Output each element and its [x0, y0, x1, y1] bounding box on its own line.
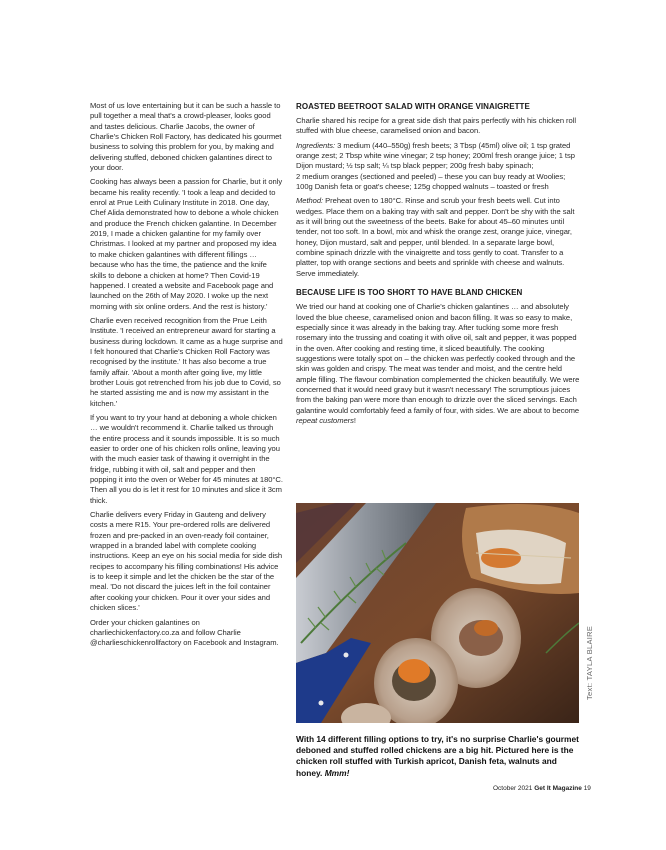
- body-paragraph: Charlie delivers every Friday in Gauteng and delivery costs a mere R15. Your pre-ordered rolls are delivered frozen and pre-packed in an oven-ready foil container, wrapped in a branded label with complete cooking instructions. Keep an eye on his social media for side dish recipes to accompany his filling combinations! His advice is to keep it simple and let the chicken be the star of the meal. 'Do not discard the juices left in the foil container after cooking your chicken. Pour it over your sides and chicken slices.': [90, 510, 283, 613]
- ingredients-list: 3 medium (440–550g) fresh beets; 3 Tbsp (45ml) olive oil; 1 tsp grated orange zest; 2 Tbsp white wine vinegar; 2 tsp honey; 200ml fresh orange juice; 1 tsp Dijon mustard; ½ tsp salt; ¼ tsp black pepper; 200g fresh baby spinach;: [296, 140, 575, 171]
- photo-caption: [296, 734, 581, 779]
- recipe-ingredients: [296, 141, 580, 172]
- review-heading: BECAUSE LIFE IS TOO SHORT TO HAVE BLAND CHICKEN: [296, 288, 523, 298]
- food-photo: [296, 503, 579, 723]
- ingredients-label: Ingredients:: [296, 140, 336, 150]
- body-paragraph: Charlie even received recognition from the Prue Leith Institute. 'I received an entrepreneur award for starting a business during lockdown. It came as a huge surprise and I felt honoured that Charlie's Chicken Roll Factory was recognised by the institute.' It has also become a true family affair. 'About a month after going live, my little brother Louis got retrenched from his job due to Covid, so he started assisting me and is now my assistant in the kitchen.': [90, 315, 283, 408]
- page-folio: [493, 785, 591, 792]
- left-column: [90, 101, 284, 653]
- review-emphasis: repeat customers: [296, 415, 354, 425]
- caption-text: With 14 different filling options to try, it's no surprise Charlie's gourmet deboned and stuffed rolled chickens are a big hit. Pictured here is the chicken roll stuffed with Turkish apricot, Danish feta, walnuts and honey.: [296, 734, 579, 778]
- author-credit: Text: TAYLA BLAIRE: [585, 625, 594, 700]
- body-paragraph: Cooking has always been a passion for Charlie, but it only became his reality recently. 'I took a leap and decided to enrol at Prue Leith Culinary Institute in 2018. One day, Chef Alida demonstrated how to debone a whole chicken and produce the French chicken galantine. In December 2019, I made a chicken galantine for my family over Christmas. I looked at my partner and proposed my idea to make chicken galantines with different fillings … because who has the time, the patience and the knife skills to debone a chicken at home? Then Covid-19 happened. I created a website and Facebook page and launched on the 26th of May 2020. I woke up the next morning with six online orders. And the rest is history.': [90, 177, 283, 311]
- recipe-ingredients-cont: 2 medium oranges (sectioned and peeled) – these you can buy ready at Woolies; 100g Danish feta or goat's cheese; 125g chopped walnuts – toasted or fresh: [296, 171, 566, 192]
- page-number: 19: [581, 785, 591, 792]
- chicken-galantine-image: [296, 503, 579, 723]
- method-text: Preheat oven to 180°C. Rinse and scrub your fresh beets well. Cut into wedges. Place them on a baking tray with salt and pepper. Don't be shy with the salt as it will bring out the sweetness of the beets. Bake for about 45–60 minutes until tender, not too soft. In a bowl, mix and whisk the orange zest, orange juice, vinegar, honey, Dijon mustard, salt and pepper, until blended. In a separate large bowl, combine spinach drizzle with the vinaigrette and toss gently to coat. Transfer to a platter, top with orange sections and beets and sprinkle with cheese and walnuts. Serve immediately.: [296, 196, 575, 278]
- recipe-method: [296, 196, 580, 279]
- right-column: [296, 101, 580, 430]
- publication-name: Get It Magazine: [534, 785, 582, 792]
- review-text: We tried our hand at cooking one of Charlie's chicken galantines … and absolutely loved the blue cheese, caramelised onion and bacon filling. It was so easy to make, especially since it was already in the baking tray. After tucking some more fresh rosemary into the trussing and coating it with olive oil, salt and pepper, it was popped in the oven. After cooking and resting time, it sliced beautifully. The cooking suggestions were totally spot on – the chicken was perfectly cooked through and the skin was golden and crispy. The meat was tender and moist, and the centre held ample filling. The flavour combination complemented the chicken beautifully. We were concerned that it would need gravy but it wasn't necessary! The scrumptious juices from the baking pan were more than enough to drizzle over the sliced servings. Each galantine would comfortably feed a family of four, with sides. We are about to become: [296, 302, 580, 415]
- intro-paragraph: Most of us love entertaining but it can be such a hassle to pull together a meal that's a crowd-pleaser, looks good and tastes delicious. Charlie Jacobs, the owner of Charlie's Chicken Roll Factory, has dedicated his gourmet business to solving this problem for you, by making and delivering stuffed, deboned chicken galantines direct to your door.: [90, 101, 282, 173]
- recipe-intro: Charlie shared his recipe for a great side dish that pairs perfectly with his chicken roll stuffed with blue cheese, caramelised onion and bacon.: [296, 116, 576, 136]
- recipe-heading: ROASTED BEETROOT SALAD WITH ORANGE VINAIGRETTE: [296, 102, 530, 111]
- caption-emphasis: Mmm!: [324, 767, 350, 778]
- issue-date: October 2021: [493, 785, 535, 792]
- review-body: [296, 302, 580, 426]
- method-label: Method:: [296, 196, 324, 206]
- closing-paragraph: Order your chicken galantines on charliechickenfactory.co.za and follow Charlie @charlieschickenrollfactory on Facebook and Instagram.: [90, 617, 279, 648]
- review-end: !: [353, 415, 356, 425]
- body-paragraph: If you want to try your hand at deboning a whole chicken … we wouldn't recommend it. Charlie talked us through the entire process and it sounds impossible. It is so much easier to order one of his chicken rolls online, leaving you with the much easier task of thawing it overnight in the fridge, rubbing it with oil, salt and pepper and then popping it into the oven or Weber for 45 minutes at 180°C. Then all you do is let it rest for 10 minutes and slice it 3cm thick.: [90, 412, 283, 505]
